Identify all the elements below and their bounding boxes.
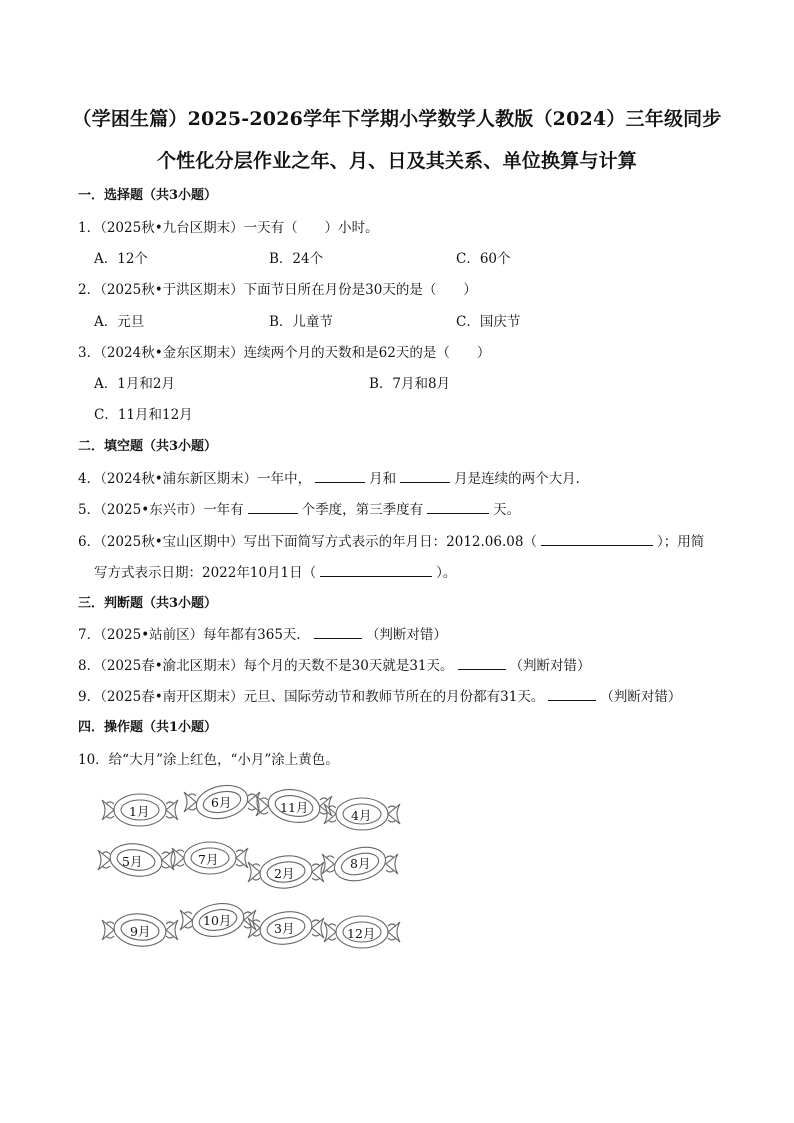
candy-month[interactable]	[322, 910, 402, 954]
q1-option-b: B．24个	[269, 251, 324, 267]
q6-text-1: 6．（2025秋•宝山区期中）写出下面简写方式表示的年月日：2012.06.08（	[78, 534, 537, 550]
q9-text-2: （判断对错）	[600, 689, 682, 705]
candy-month[interactable]	[246, 906, 326, 950]
candy-label: 3月	[274, 921, 295, 936]
section-heading-judge: 三．判断题（共3小题）	[78, 596, 218, 611]
q3-option-c: C．11月和12月	[94, 407, 193, 423]
q2-option-a: A．元旦	[94, 314, 145, 330]
q4-text-1: 4．（2024秋•浦东新区期末）一年中，	[78, 471, 312, 487]
candy-month[interactable]	[322, 792, 402, 836]
question-5	[78, 498, 520, 518]
candy-label: 11月	[280, 800, 309, 815]
candy-label: 4月	[351, 808, 372, 823]
answer-blank[interactable]	[458, 657, 506, 670]
q4-text-2: 月和	[369, 471, 397, 487]
answer-blank[interactable]	[320, 564, 432, 577]
answer-blank[interactable]	[315, 470, 365, 483]
q2-option-b: B．儿童节	[269, 314, 333, 330]
answer-blank[interactable]	[427, 501, 489, 514]
q1-option-a: A．12个	[94, 251, 148, 267]
q5-text-3: 天。	[493, 502, 521, 518]
question-10: 10．给“大月”涂上红色，“小月”涂上黄色。	[78, 752, 339, 768]
section-heading-fill: 二．填空题（共3小题）	[78, 439, 218, 454]
answer-blank[interactable]	[548, 688, 596, 701]
candy-label: 2月	[274, 866, 295, 881]
section-heading-choice: 一．选择题（共3小题）	[78, 188, 218, 203]
page-title: （学困生篇）2025-2026学年下学期小学数学人教版（2024）三年级同步	[72, 108, 722, 130]
q5-text-1: 5．（2025•东兴市）一年有	[78, 502, 244, 518]
candy-illustration	[96, 780, 406, 960]
answer-blank[interactable]	[248, 501, 298, 514]
candy-month[interactable]	[100, 788, 180, 832]
q8-text-1: 8．（2025春•渝北区期末）每个月的天数不是30天就是31天。	[78, 658, 454, 674]
question-3: 3．（2024秋•金东区期末）连续两个月的天数和是62天的是（ ）	[78, 345, 491, 361]
page-subtitle: 个性化分层作业之年、月、日及其关系、单位换算与计算	[156, 150, 637, 172]
answer-blank[interactable]	[314, 626, 362, 639]
q5-text-2: 个季度，第三季度有	[301, 502, 424, 518]
candy-label: 6月	[211, 795, 232, 810]
q6-text-2: ）；用简	[656, 534, 705, 550]
candy-label: 8月	[350, 856, 371, 871]
question-2: 2．（2025秋•于洪区期末）下面节日所在月份是30天的是（ ）	[78, 282, 477, 298]
q9-text-1: 9．（2025春•南开区期末）元旦、国际劳动节和教师节所在的月份都有31天。	[78, 689, 545, 705]
candy-month[interactable]	[182, 780, 262, 824]
answer-blank[interactable]	[400, 470, 450, 483]
answer-blank[interactable]	[541, 533, 653, 546]
question-9	[78, 685, 681, 705]
q4-text-3: 月是连续的两个大月．	[454, 471, 590, 487]
question-1: 1．（2025秋•九台区期末）一天有（ ）小时。	[78, 220, 379, 236]
question-6	[78, 530, 704, 550]
candy-label: 12月	[347, 926, 376, 941]
q1-option-c: C．60个	[456, 251, 511, 267]
question-7	[78, 623, 447, 643]
candy-label: 1月	[129, 804, 150, 819]
question-8	[78, 654, 591, 674]
candy-label: 9月	[130, 924, 151, 939]
q6-text-4: ）。	[436, 565, 457, 581]
candy-label: 5月	[122, 854, 143, 869]
candy-month[interactable]	[100, 908, 180, 952]
q3-option-a: A．1月和2月	[94, 376, 175, 392]
candy-month[interactable]	[246, 850, 326, 894]
q6-text-3: 写方式表示日期：2022年10月1日（	[94, 565, 317, 581]
q7-text-1: 7．（2025•站前区）每年都有365天．	[78, 627, 310, 643]
q8-text-2: （判断对错）	[509, 658, 591, 674]
question-4	[78, 467, 589, 487]
candy-label: 7月	[198, 852, 219, 867]
q7-text-2: （判断对错）	[365, 627, 447, 643]
section-heading-operate: 四．操作题（共1小题）	[78, 720, 218, 735]
question-6-continued	[94, 561, 456, 581]
q3-option-b: B．7月和8月	[369, 376, 451, 392]
candy-month[interactable]	[96, 838, 176, 882]
candy-month[interactable]	[320, 842, 400, 886]
q2-option-c: C．国庆节	[456, 314, 521, 330]
candy-month[interactable]	[170, 836, 250, 880]
candy-label: 10月	[203, 913, 232, 928]
